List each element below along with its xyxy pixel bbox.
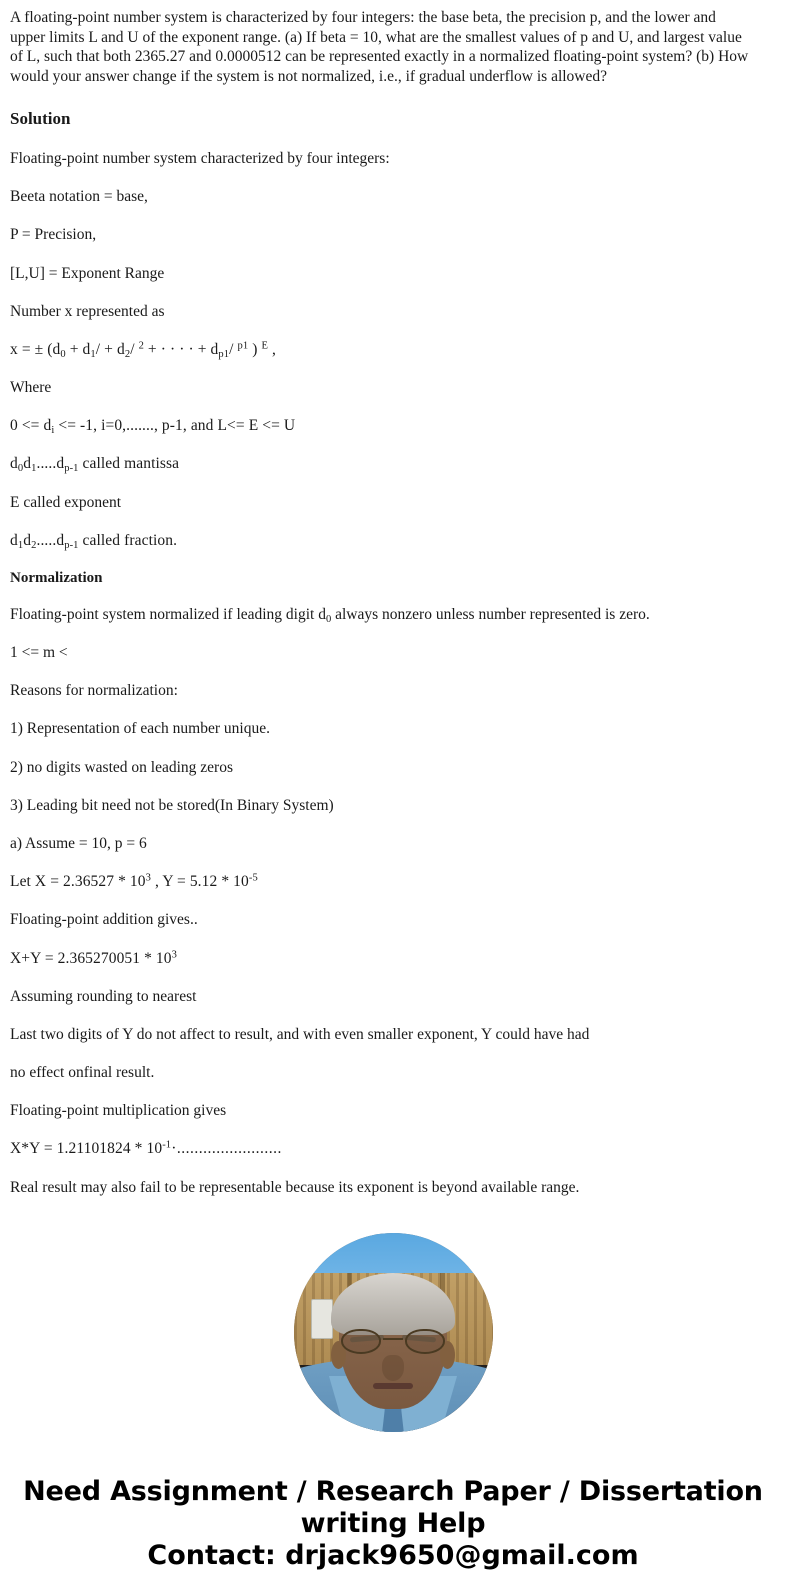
fraction-s3: p-1 [64, 539, 79, 551]
fraction-t3: .....d [36, 531, 65, 549]
fraction-t4: called fraction. [78, 531, 178, 549]
letxy-sup-1: 3 [145, 872, 151, 884]
formula-t3: / [130, 340, 139, 358]
mantissa-t4: called mantissa [78, 455, 180, 473]
addition-result [10, 949, 776, 969]
fraction-s2: 2 [31, 539, 37, 551]
mantissa-t2: d [23, 455, 32, 473]
avatar [294, 1233, 493, 1432]
glasses-bridge [383, 1338, 403, 1340]
fraction-t2: d [23, 531, 32, 549]
multiplication-result [10, 1139, 776, 1159]
normalization-t1: Floating-point system normalized if leading digit d [10, 605, 326, 623]
mantissa-definition [10, 454, 776, 474]
formula-sub-p1: p1 [218, 348, 230, 360]
fraction-t1: d [10, 531, 18, 549]
range-note: Real result may also fail to be representable because its exponent is beyond available range. [10, 1178, 580, 1196]
normalization-text [10, 605, 776, 625]
constraint-t2: <= -1, i=0,......., p-1, and L<= E <= U [54, 417, 296, 435]
formula-t6: ) [248, 340, 262, 358]
reasons-label: Reasons for normalization: [10, 682, 178, 700]
reason-item: 2) no digits wasted on leading zeros [10, 758, 233, 776]
formula-sup-E: E [261, 340, 268, 352]
formula-t4: + · · · · + d [143, 340, 219, 358]
letxy-sup-2: -5 [248, 872, 258, 884]
eyeglasses-icon [341, 1329, 445, 1355]
where-label: Where [10, 379, 52, 397]
addition-label: Floating-point addition gives.. [10, 911, 198, 929]
multiplication-t1: X*Y = 1.21101824 * 10 [10, 1140, 163, 1158]
nose [382, 1355, 404, 1381]
constraint-sub-i: i [51, 425, 55, 437]
formula-t2: / + d [95, 340, 125, 358]
beta-definition: Beeta notation = base, [10, 188, 148, 206]
formula-x-representation [10, 340, 776, 360]
formula-sub-0: 0 [60, 348, 66, 360]
mantissa-t1: d [10, 455, 18, 473]
effect-note-line-2: no effect onfinal result. [10, 1064, 155, 1082]
formula-sub-2: 2 [124, 348, 131, 360]
mantissa-bound: 1 <= m < [10, 644, 68, 662]
portrait-container [10, 1233, 776, 1432]
exponent-range-definition: [L,U] = Exponent Range [10, 264, 165, 282]
intro-line: Floating-point number system characterized by four integers: [10, 150, 390, 168]
formula-sup-p1: p1 [237, 340, 249, 352]
mantissa-s2: 1 [31, 463, 37, 475]
fraction-definition [10, 531, 776, 551]
formula-sub-1: 1 [90, 348, 96, 360]
question-paragraph: A floating-point number system is characterized by four integers: the base beta, the precision p, and the lower and upper limits L and U of the exponent range. (a) If beta = 10, what are the smallest values of p and U, and largest value of L, such that both 2365.27 and 0.0000512 can be represented exactly in a normalized floating-point system? (b) How would your answer change if the system is not normalized, i.e., if gradual underflow is allowed? [10, 9, 749, 86]
precision-definition: P = Precision, [10, 226, 97, 244]
formula-prefix: x = ± (d [10, 340, 61, 358]
multiplication-label: Floating-point multiplication gives [10, 1102, 227, 1120]
mantissa-s3: p-1 [64, 463, 79, 475]
solution-heading: Solution [10, 108, 71, 128]
normalization-sub-0: 0 [325, 613, 332, 625]
mantissa-t3: .....d [36, 455, 65, 473]
addition-sup: 3 [171, 949, 177, 961]
mantissa-s1: 0 [17, 463, 24, 475]
formula-t7: , [267, 340, 276, 358]
multiplication-trailing-dots: ·........................ [171, 1140, 282, 1158]
normalization-heading: Normalization [10, 569, 103, 586]
exponent-definition: E called exponent [10, 493, 122, 511]
part-a-assumption: a) Assume = 10, p = 6 [10, 835, 147, 852]
lens-left [341, 1329, 381, 1354]
footer [10, 1476, 776, 1572]
lens-right [405, 1329, 445, 1354]
digit-constraint [10, 416, 776, 436]
footer-service-line: Need Assignment / Research Paper / Dissertation writing Help [23, 1476, 763, 1540]
footer-contact-line: Contact: drjack9650@gmail.com [147, 1539, 639, 1571]
effect-note-line-1: Last two digits of Y do not affect to result, and with even smaller exponent, Y could have had [10, 1025, 590, 1043]
letxy-t2: , Y = 5.12 * 10 [150, 873, 249, 891]
constraint-t1: 0 <= d [10, 417, 52, 435]
number-representation-label: Number x represented as [10, 302, 165, 320]
fraction-s1: 1 [17, 539, 24, 551]
reason-item: 1) Representation of each number unique. [10, 720, 270, 738]
let-x-y-values [10, 872, 776, 892]
rounding-note: Assuming rounding to nearest [10, 987, 197, 1005]
formula-t1: + d [65, 340, 91, 358]
normalization-t2: always nonzero unless number represented is zero. [331, 605, 650, 623]
reason-item: 3) Leading bit need not be stored(In Binary System) [10, 796, 334, 814]
multiplication-sup: -1 [162, 1139, 172, 1151]
formula-t5: / [229, 340, 238, 358]
formula-sup-2: 2 [138, 340, 144, 352]
mouth [373, 1383, 413, 1389]
addition-t1: X+Y = 2.365270051 * 10 [10, 949, 172, 967]
letxy-t1: Let X = 2.36527 * 10 [10, 873, 146, 891]
